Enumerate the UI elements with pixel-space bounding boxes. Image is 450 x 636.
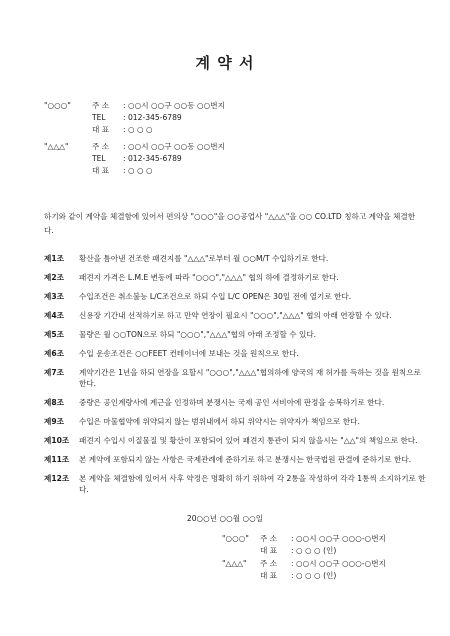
clause-item <box>44 291 429 302</box>
tel-key: TEL <box>92 154 106 163</box>
party-label: "△△△" <box>44 142 69 151</box>
clause-number: 제5조 <box>44 330 64 339</box>
tel-value: : 012-345-6789 <box>123 113 182 122</box>
clause-text: 신용장 기간내 선적하기로 하고 만약 연장이 필요시 "○○○","△△△" 협의 아래 연장할 수 있다. <box>79 311 392 320</box>
clause-number: 제4조 <box>44 311 64 320</box>
clause-item <box>44 454 429 465</box>
clause-text: 물량은 월 ○○TON으로 하되 "○○○","△△△"협의 아래 조정할 수 있다. <box>79 330 317 339</box>
clause-text: 본 계약을 체결함에 있어서 사후 약정은 명확히 하기 위하여 각 2통을 작성하여 각각 1통씩 소지하기로 한다. <box>79 474 426 494</box>
clause-text: 패견지 수입시 이질물질 및 황산이 포함되어 있어 패견지 통관이 되지 않을시는 "△△"의 책임으로 한다. <box>79 436 418 445</box>
clause-item <box>44 348 429 359</box>
clause-item <box>44 310 429 321</box>
representative-value: : ○ ○ ○ (인) <box>291 571 337 580</box>
contract-date: 20○○년 ○○월 ○○일 <box>186 514 264 523</box>
representative-value: : ○ ○ ○ <box>123 166 153 175</box>
clause-number: 제9조 <box>44 417 64 426</box>
clause-item <box>44 272 429 283</box>
clause-number: 제10조 <box>44 436 70 445</box>
clause-item <box>44 367 429 389</box>
clause-text: 황산을 틈아낸 건조한 패견지를 "△△△"로부터 월 ○○M/T 수입하기로 한다. <box>79 254 329 263</box>
clause-text: 중량은 공인계량사에 계근을 인정하며 분쟁시는 국제 공인 서비아에 판정을 승복하기로 한다. <box>79 398 385 407</box>
address-key: 주 소 <box>260 559 278 568</box>
representative-value: : ○ ○ ○ <box>123 125 153 134</box>
tel-value: : 012-345-6789 <box>123 154 182 163</box>
clause-text: 수입은 마물협약에 위약되지 않는 범위내에서 하되 위약시는 위약자가 책임으로 한다. <box>79 417 360 426</box>
document-title: 계 약 서 <box>195 54 255 72</box>
clause-number: 제7조 <box>44 368 64 377</box>
clause-number: 제8조 <box>44 398 64 407</box>
party-label: "○○○" <box>44 101 71 110</box>
clause-number: 제1조 <box>44 254 64 263</box>
clause-text: 수입 운송조건은 ○○FEET 컨테이너에 보내는 것을 원칙으로 한다. <box>79 349 299 358</box>
representative-key: 대 표 <box>260 546 278 555</box>
address-value: : ○○시 ○○구 ○○동 ○○번지 <box>123 142 225 151</box>
representative-value: : ○ ○ ○ (인) <box>291 546 337 555</box>
representative-key: 대 표 <box>92 125 110 134</box>
clause-item <box>44 253 429 264</box>
clause-item <box>44 435 429 446</box>
address-value: : ○○시 ○○구 ○○○-○번지 <box>291 534 386 543</box>
representative-key: 대 표 <box>92 166 110 175</box>
clause-list <box>44 253 429 503</box>
clause-item <box>44 329 429 340</box>
clause-text: 패견지 가격은 L.M.E 변동에 따라 "○○○","△△△" 협의 하에 결정하기로 한다. <box>79 273 339 282</box>
representative-key: 대 표 <box>260 571 278 580</box>
clause-number: 제12조 <box>44 474 70 483</box>
address-value: : ○○시 ○○구 ○○○-○번지 <box>291 559 386 568</box>
address-key: 주 소 <box>92 142 110 151</box>
clause-item <box>44 397 429 408</box>
clause-number: 제3조 <box>44 292 64 301</box>
tel-key: TEL <box>92 113 106 122</box>
party-label: "○○○" <box>222 534 249 543</box>
clause-item <box>44 416 429 427</box>
intro-paragraph: 하기와 같이 계약을 체결함에 있어서 편의상 "○○○"을 ○○공업사 "△△△"을 ○○ CO.LTD 칭하고 계약을 체결한다. <box>44 212 416 235</box>
clause-text: 본 계약에 포함되지 않는 사항은 국제관례에 준하기로 하고 분쟁시는 한국법원 판결에 준하기로 한다. <box>79 455 412 464</box>
clause-number: 제11조 <box>44 455 70 464</box>
party-label: "△△△" <box>222 559 247 568</box>
address-key: 주 소 <box>260 534 278 543</box>
clause-text: 계약기간은 1년을 하되 연장을 요할시 "○○○","△△△"협의하에 양국의 재 허가를 득하는 것을 원칙으로 한다. <box>79 368 421 388</box>
clause-number: 제2조 <box>44 273 64 282</box>
clause-number: 제6조 <box>44 349 64 358</box>
address-key: 주 소 <box>92 101 110 110</box>
clause-text: 수입조건은 취소불능 L/C조건으로 하되 수입 L/C OPEN은 30일 전에 열기로 한다. <box>79 292 352 301</box>
clause-item <box>44 473 429 495</box>
address-value: : ○○시 ○○구 ○○동 ○○번지 <box>123 101 225 110</box>
